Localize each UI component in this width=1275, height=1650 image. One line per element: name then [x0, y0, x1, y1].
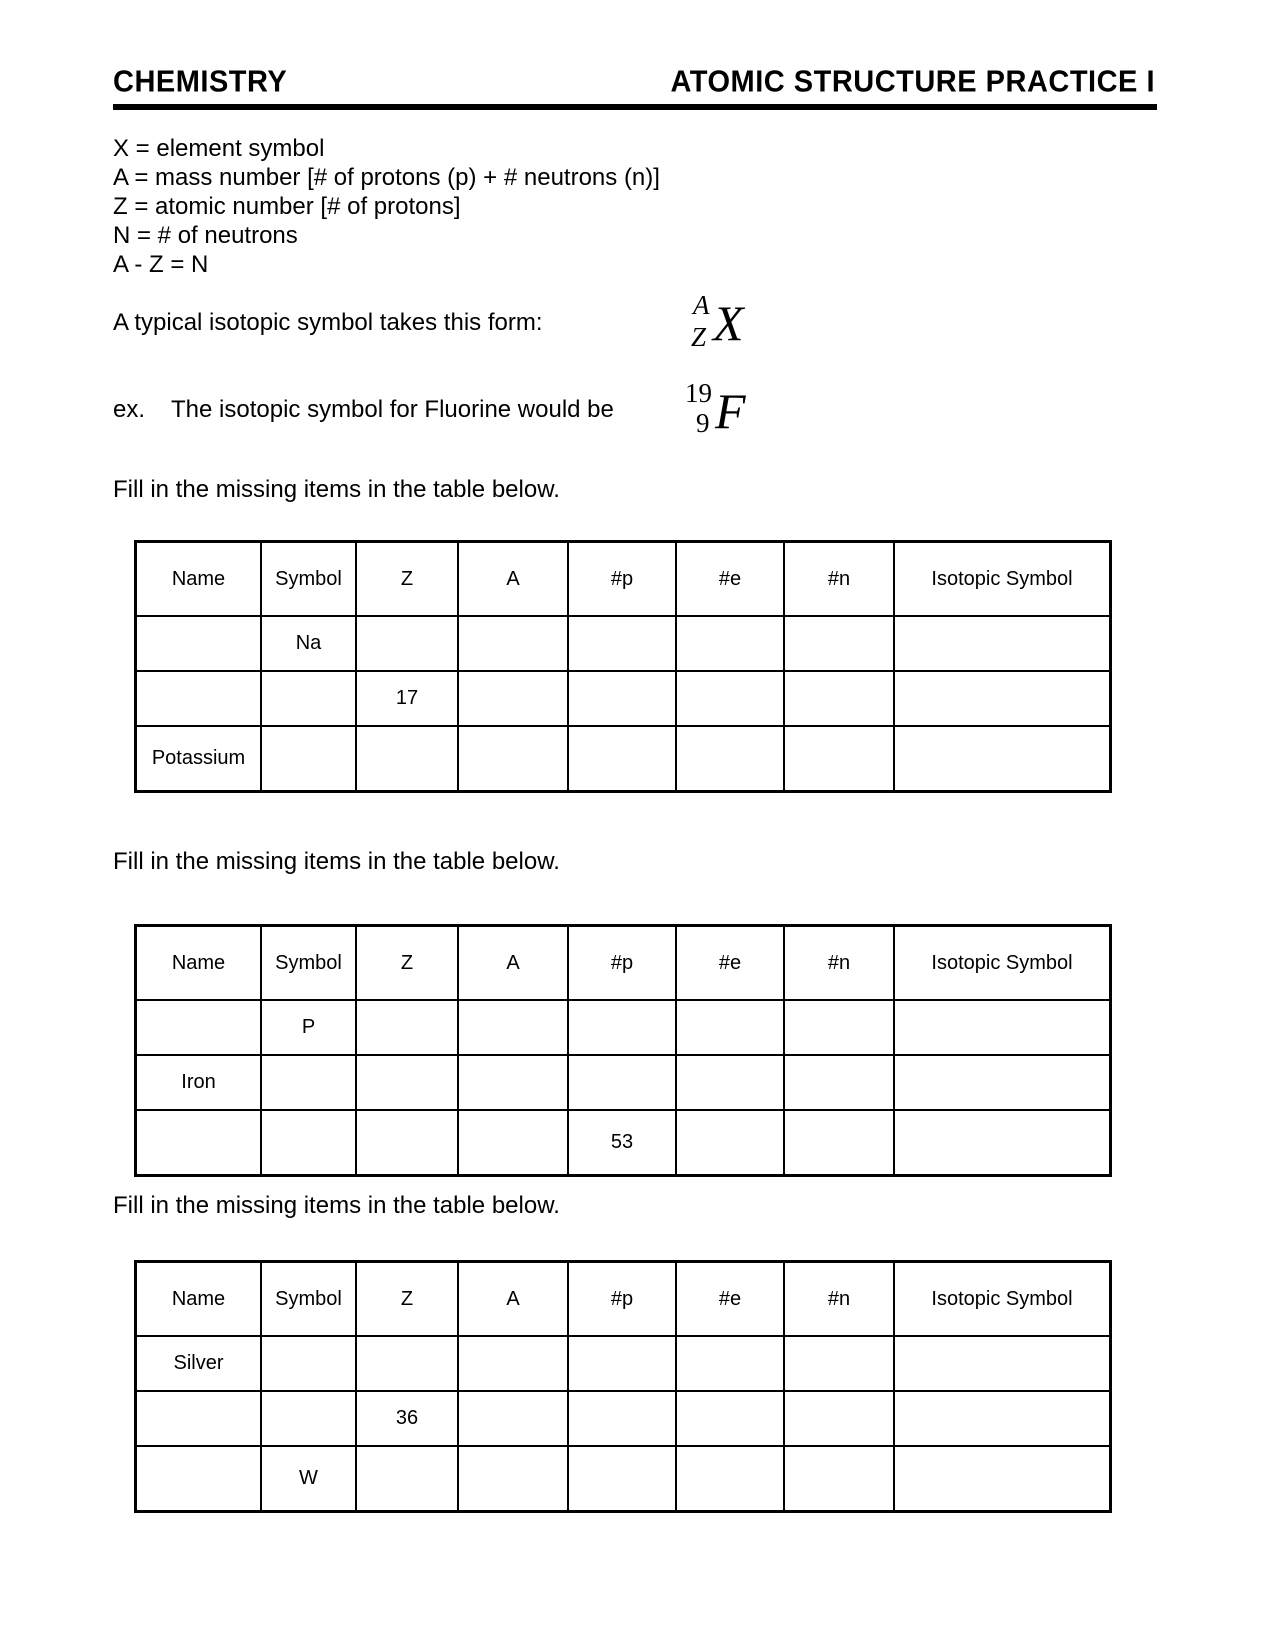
answer-cell[interactable] [894, 1336, 1111, 1391]
definition-line: A - Z = N [113, 251, 209, 278]
given-value-cell: 17 [356, 671, 458, 726]
definition-line: N = # of neutrons [113, 222, 298, 249]
worksheet-table [134, 1260, 1112, 1513]
column-header: Name [136, 926, 262, 1001]
answer-cell[interactable] [261, 1336, 356, 1391]
answer-cell[interactable] [458, 1000, 568, 1055]
column-header: Z [356, 926, 458, 1001]
answer-cell[interactable] [784, 1391, 894, 1446]
answer-cell[interactable] [894, 616, 1111, 671]
table-instruction: Fill in the missing items in the table below. [113, 1192, 560, 1219]
column-header: Name [136, 1262, 262, 1337]
mass-number-label: A [693, 290, 710, 320]
answer-cell[interactable] [784, 671, 894, 726]
answer-cell[interactable] [784, 726, 894, 792]
column-header: Isotopic Symbol [894, 1262, 1111, 1337]
table-instruction: Fill in the missing items in the table below. [113, 848, 560, 875]
answer-cell[interactable] [458, 1055, 568, 1110]
answer-cell[interactable] [894, 1391, 1111, 1446]
answer-cell[interactable] [261, 1391, 356, 1446]
column-header: Symbol [261, 1262, 356, 1337]
answer-cell[interactable] [784, 1000, 894, 1055]
given-value-cell: Na [261, 616, 356, 671]
definition-line: Z = atomic number [# of protons] [113, 193, 461, 220]
example-prefix: ex. [113, 396, 146, 423]
answer-cell[interactable] [261, 1110, 356, 1176]
given-value-cell: Iron [136, 1055, 262, 1110]
definitions-list [113, 134, 660, 279]
answer-cell[interactable] [458, 726, 568, 792]
column-header: #n [784, 1262, 894, 1337]
answer-cell[interactable] [568, 1446, 676, 1512]
answer-cell[interactable] [568, 671, 676, 726]
header-rule [113, 104, 1157, 110]
column-header: Z [356, 542, 458, 617]
table-header-row [136, 926, 1111, 1001]
answer-cell[interactable] [568, 1055, 676, 1110]
answer-cell[interactable] [676, 1446, 784, 1512]
atomic-number-label: Z [691, 322, 707, 352]
given-value-cell: Potassium [136, 726, 262, 792]
example-element-symbol: F [715, 383, 746, 439]
table-header-row [136, 542, 1111, 617]
answer-cell[interactable] [356, 616, 458, 671]
table-header-row [136, 1262, 1111, 1337]
column-header: Isotopic Symbol [894, 542, 1111, 617]
answer-cell[interactable] [894, 1110, 1111, 1176]
example-text: The isotopic symbol for Fluorine would be [171, 396, 614, 423]
answer-cell[interactable] [458, 1391, 568, 1446]
answer-cell[interactable] [894, 1055, 1111, 1110]
column-header: #e [676, 1262, 784, 1337]
answer-cell[interactable] [136, 616, 262, 671]
table-row [136, 726, 1111, 792]
table-row [136, 671, 1111, 726]
answer-cell[interactable] [676, 1000, 784, 1055]
answer-cell[interactable] [894, 1000, 1111, 1055]
table-row [136, 1446, 1111, 1512]
column-header: A [458, 1262, 568, 1337]
isotopic-form-text: A typical isotopic symbol takes this form: [113, 309, 543, 336]
answer-cell[interactable] [136, 1000, 262, 1055]
column-header: Symbol [261, 542, 356, 617]
answer-cell[interactable] [356, 1446, 458, 1512]
column-header: #p [568, 1262, 676, 1337]
answer-cell[interactable] [136, 1391, 262, 1446]
column-header: #n [784, 542, 894, 617]
answer-cell[interactable] [458, 1110, 568, 1176]
column-header: #p [568, 542, 676, 617]
column-header: A [458, 926, 568, 1001]
answer-cell[interactable] [784, 1055, 894, 1110]
answer-cell[interactable] [356, 1000, 458, 1055]
worksheet-title: ATOMIC STRUCTURE PRACTICE I [670, 65, 1155, 99]
answer-cell[interactable] [356, 1336, 458, 1391]
given-value-cell: 53 [568, 1110, 676, 1176]
table-row [136, 616, 1111, 671]
column-header: #p [568, 926, 676, 1001]
answer-cell[interactable] [568, 1000, 676, 1055]
answer-cell[interactable] [458, 616, 568, 671]
example-line [113, 396, 614, 424]
definition-line: A = mass number [# of protons (p) + # neutrons (n)] [113, 164, 660, 191]
answer-cell[interactable] [894, 671, 1111, 726]
given-value-cell: Silver [136, 1336, 262, 1391]
subject-title: CHEMISTRY [113, 65, 288, 99]
answer-cell[interactable] [261, 671, 356, 726]
answer-cell[interactable] [784, 1110, 894, 1176]
answer-cell[interactable] [136, 1110, 262, 1176]
answer-cell[interactable] [676, 726, 784, 792]
column-header: Isotopic Symbol [894, 926, 1111, 1001]
worksheet-table [134, 924, 1112, 1177]
answer-cell[interactable] [894, 726, 1111, 792]
page-header [113, 62, 1157, 110]
answer-cell[interactable] [458, 671, 568, 726]
answer-cell[interactable] [676, 1110, 784, 1176]
example-atomic-number: 9 [696, 408, 710, 438]
answer-cell[interactable] [356, 726, 458, 792]
column-header: Name [136, 542, 262, 617]
table-row [136, 1336, 1111, 1391]
answer-cell[interactable] [568, 1336, 676, 1391]
column-header: #e [676, 926, 784, 1001]
column-header: #n [784, 926, 894, 1001]
column-header: Z [356, 1262, 458, 1337]
table-row [136, 1110, 1111, 1176]
answer-cell[interactable] [136, 671, 262, 726]
table-row [136, 1391, 1111, 1446]
answer-cell[interactable] [676, 1055, 784, 1110]
answer-cell[interactable] [676, 1336, 784, 1391]
table-row [136, 1000, 1111, 1055]
answer-cell[interactable] [356, 1110, 458, 1176]
answer-cell[interactable] [784, 1336, 894, 1391]
answer-cell[interactable] [568, 1391, 676, 1446]
definition-line: X = element symbol [113, 135, 325, 162]
column-header: #e [676, 542, 784, 617]
table-instruction: Fill in the missing items in the table below. [113, 476, 560, 503]
answer-cell[interactable] [568, 616, 676, 671]
given-value-cell: W [261, 1446, 356, 1512]
example-mass-number: 19 [685, 378, 712, 408]
answer-cell[interactable] [136, 1446, 262, 1512]
given-value-cell: P [261, 1000, 356, 1055]
element-symbol-label: X [713, 295, 744, 351]
answer-cell[interactable] [784, 1446, 894, 1512]
answer-cell[interactable] [784, 616, 894, 671]
column-header: A [458, 542, 568, 617]
answer-cell[interactable] [458, 1446, 568, 1512]
given-value-cell: 36 [356, 1391, 458, 1446]
answer-cell[interactable] [676, 616, 784, 671]
answer-cell[interactable] [261, 726, 356, 792]
answer-cell[interactable] [356, 1055, 458, 1110]
table-row [136, 1055, 1111, 1110]
worksheet-table [134, 540, 1112, 793]
answer-cell[interactable] [894, 1446, 1111, 1512]
answer-cell[interactable] [261, 1055, 356, 1110]
answer-cell[interactable] [568, 726, 676, 792]
answer-cell[interactable] [676, 1391, 784, 1446]
answer-cell[interactable] [458, 1336, 568, 1391]
answer-cell[interactable] [676, 671, 784, 726]
column-header: Symbol [261, 926, 356, 1001]
